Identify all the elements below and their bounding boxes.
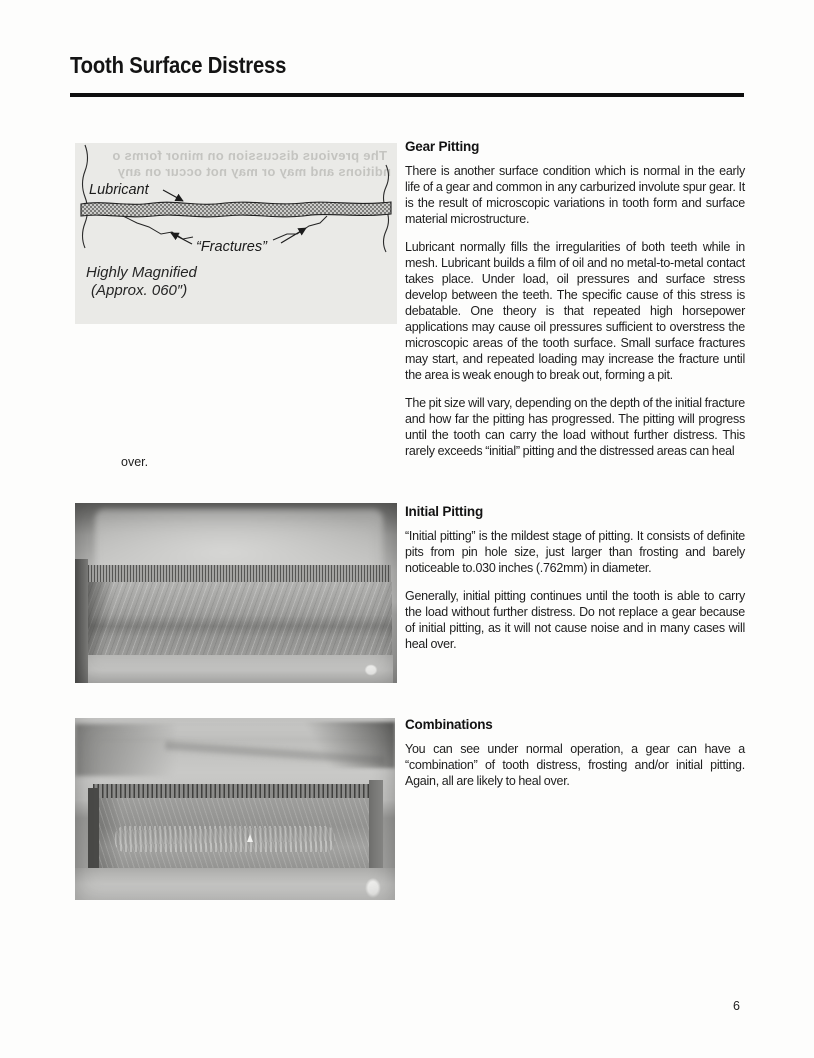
lubricant-label: Lubricant: [89, 182, 149, 198]
paragraph: You can see under normal operation, a gear can have a “combination” of tooth distress, frosting and/or initial pitting. Again, all are likely to heal over.: [405, 742, 745, 788]
ghost-bleedthrough-text: [112, 148, 391, 179]
fractures-label: “Fractures”: [196, 239, 267, 255]
title-rule: [70, 93, 744, 97]
section-combinations: [405, 717, 745, 801]
diagram-caption-line2: (Approx. 060″): [91, 282, 188, 299]
section-initial-pitting: [405, 504, 745, 664]
paragraph: The pit size will vary, depending on the depth of the initial fracture and how far the pitting has progressed. The pitting will progress until the tooth can carry the load without further distress. This rarely exceeds “initial” pitting and the distressed areas can heal: [405, 396, 745, 458]
section-gear-pitting: [405, 139, 745, 471]
fracture-diagram-svg: [75, 143, 397, 324]
section-heading: Initial Pitting: [405, 504, 483, 519]
photo-vignette: [75, 503, 397, 683]
paragraph: Generally, initial pitting continues until the tooth is able to carry the load without further distress. Do not replace a gear because of initial pitting, as it will not cause noise and in many cases will heal over.: [405, 589, 745, 651]
diagram-caption-line1: Highly Magnified: [86, 264, 197, 281]
page-number: 6: [733, 999, 740, 1013]
paragraph: “Initial pitting” is the mildest stage of pitting. It consists of definite pits from pin hole size, just larger than frosting and barely noticeable to.030 inches (.762mm) in diameter.: [405, 529, 745, 575]
section-heading: Combinations: [405, 717, 493, 732]
photo-vignette: [75, 718, 395, 900]
paragraph-continuation: over.: [121, 455, 149, 469]
initial-pitting-photo: [75, 503, 397, 683]
section-heading: Gear Pitting: [405, 139, 480, 154]
combinations-photo: [75, 718, 395, 900]
ghost-line-2: nditions and may or may not occur on any: [117, 164, 391, 179]
ghost-line-1: The previous discussion on minor forms o: [112, 148, 387, 163]
paragraph: Lubricant normally fills the irregularities of both teeth while in mesh. Lubricant builds a film of oil and no metal-to-metal contact takes place. Under load, oil pressures and surface stress develop between the teeth. The specific cause of this stress is debatable. One theory is that repeated high horsepower applications may cause oil pressures sufficient to overstress the microscopic areas of the tooth surface. Small surface fractures may start, and repeated loading may increase the fracture until the area is weak enough to break out, forming a pit.: [405, 240, 745, 382]
paragraph: There is another surface condition which is normal in the early life of a gear and common in any carburized involute spur gear. It is the result of microscopic variations in tooth form and surface material microstructure.: [405, 164, 745, 226]
fracture-diagram: [75, 143, 397, 324]
lubricant-film-band: [81, 202, 391, 217]
page-title: Tooth Surface Distress: [70, 52, 287, 78]
